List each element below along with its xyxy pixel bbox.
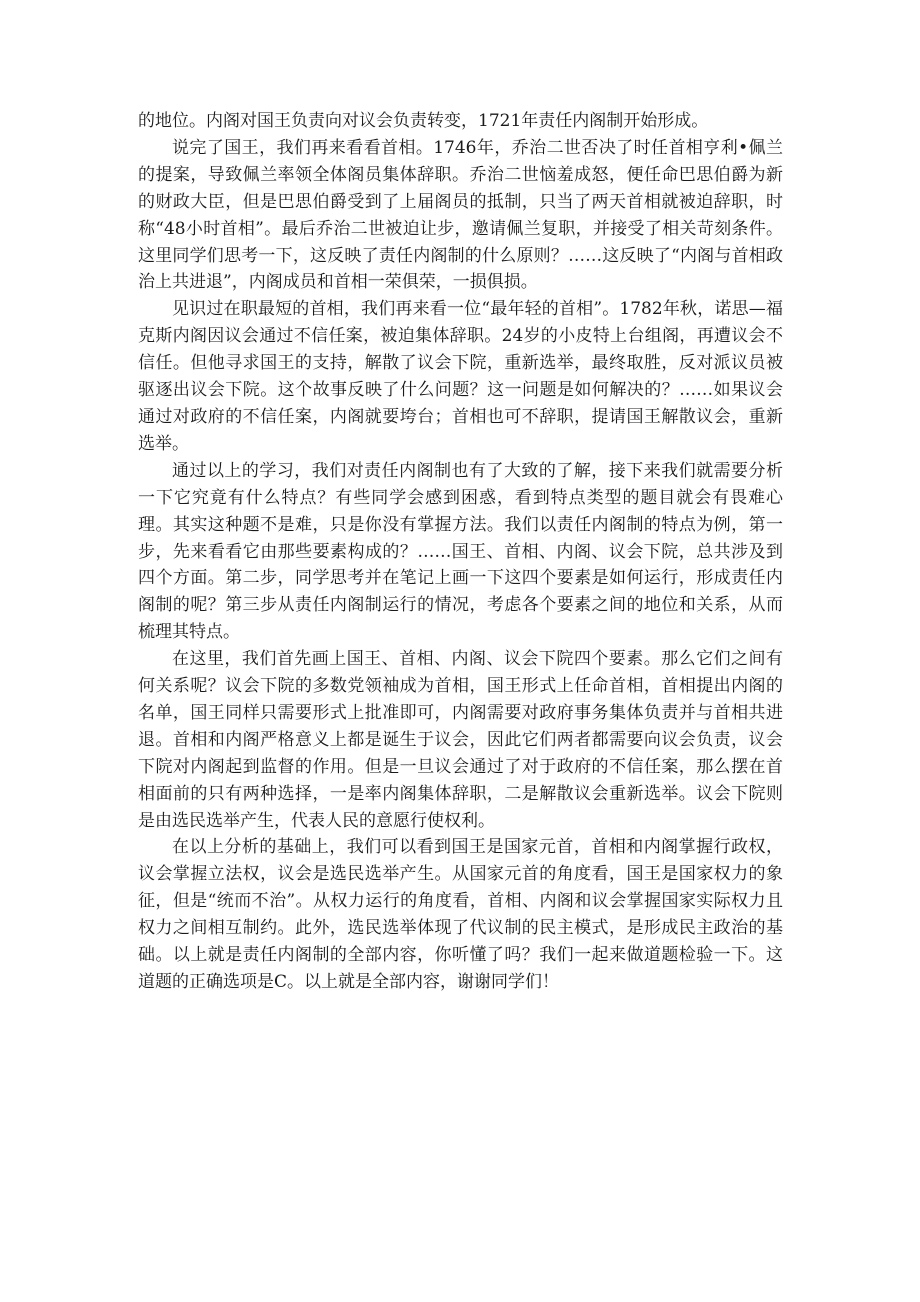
paragraph-cabinet-responsibility-shift: 的地位。内阁对国王负责向对议会负责转变，1721年责任内阁制开始形成。 bbox=[138, 111, 709, 131]
paragraph-analysis-method: 通过以上的学习，我们对责任内阁制也有了大致的了解，接下来我们就需要分析一下它究竟有什么特点？有些同学会感到困惑，看到特点类型的题目就会有畏难心理。其实这种题不是难，只是你没有掌握方法。我们以责任内阁制的特点为例，第一步，先来看看它由那些要素构成的？……国王、首相、内阁、议会下院，总共涉及到四个方面。第二步，同学思考并在笔记上画一下这四个要素是如何运行，形成责任内阁制的呢？第三步从责任内阁制运行的情况，考虑各个要素之间的地位和关系，从而梳理其特点。 bbox=[138, 460, 783, 643]
paragraph-conclusion: 在以上分析的基础上，我们可以看到国王是国家元首，首相和内阁掌握行政权，议会掌握立法权，议会是选民选举产生。从国家元首的角度看，国王是国家权力的象征，但是“统而不治”。从权力运行的角度看，首相、内阁和议会掌握国家实际权力且权力之间相互制约。此外，选民选举体现了代议制的民主模式，是形成民主政治的基础。以上就是责任内阁制的全部内容，你听懂了吗？我们一起来做道题检验一下。这道题的正确选项是C。以上就是全部内容，谢谢同学们！ bbox=[138, 837, 783, 992]
paragraph-48-hour-prime-minister: 说完了国王，我们再来看看首相。1746年，乔治二世否决了时任首相亨利•佩兰的提案，导致佩兰率领全体阁员集体辞职。乔治二世恼羞成怒，便任命巴思伯爵为新的财政大臣，但是巴思伯爵受到了上届阁员的抵制，只当了两天首相就被迫辞职，时称“48小时首相”。最后乔治二世被迫让步，邀请佩兰复职，并接受了相关苛刻条件。这里同学们思考一下，这反映了责任内阁制的什么原则？……这反映了“内阁与首相政治上共进退”，内阁成员和首相一荣俱荣，一损俱损。 bbox=[138, 137, 783, 293]
paragraph-youngest-prime-minister: 见识过在职最短的首相，我们再来看一位“最年轻的首相”。1782年秋，诺思—福克斯内阁因议会通过不信任案，被迫集体辞职。24岁的小皮特上台组阁，再遭议会不信任。但他寻求国王的支持，解散了议会下院，重新选举，最终取胜，反对派议员被驱逐出议会下院。这个故事反映了什么问题？这一问题是如何解决的？……如果议会通过对政府的不信任案，内阁就要垮台；首相也可不辞职，提请国王解散议会，重新选举。 bbox=[138, 299, 783, 454]
document-body bbox=[138, 108, 783, 996]
paragraph-element-relationships: 在这里，我们首先画上国王、首相、内阁、议会下院四个要素。那么它们之间有何关系呢？议会下院的多数党领袖成为首相，国王形式上任命首相，首相提出内阁的名单，国王同样只需要形式上批准即可，内阁需要对政府事务集体负责并与首相共进退。首相和内阁严格意义上都是诞生于议会，因此它们两者都需要向议会负责，议会下院对内阁起到监督的作用。但是一旦议会通过了对于政府的不信任案，那么摆在首相面前的只有两种选择，一是率内阁集体辞职，二是解散议会重新选举。议会下院则是由选民选举产生，代表人民的意愿行使权利。 bbox=[138, 649, 783, 831]
